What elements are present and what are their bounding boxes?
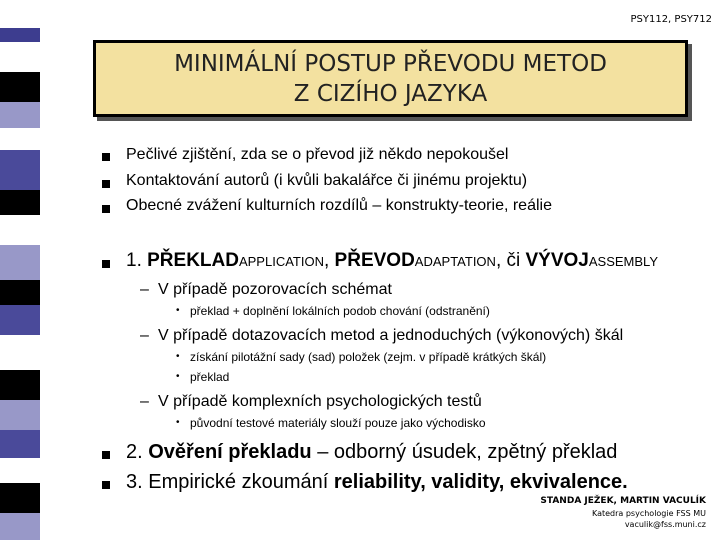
dot-marker: • [176,305,180,316]
step-3-prefix: 3. Empirické zkoumání [126,471,334,493]
step-2 [126,441,617,464]
footer-author: STANDA JEŽEK, MARTIN VACULÍK [540,496,706,506]
title-box [93,40,688,117]
sub-item-3-detail-1: původní testové materiály slouží pouze jako východisko [190,416,486,430]
step-1-word-1: PŘEKLAD [147,250,239,271]
dash-marker: – [140,393,149,410]
step-2-bold: Ověření překladu [148,441,312,463]
dash-marker: – [140,281,149,298]
step-1-word-2: PŘEVOD [334,250,415,271]
step-2-prefix: 2. [126,441,149,463]
footer-department: Katedra psychologie FSS MU [591,509,706,518]
bullet-square-icon [102,481,110,489]
step-3-bold: reliability, validity, ekvivalence. [333,471,628,493]
sub-item-2-detail-1: získání pilotážní sady (sad) položek (zejm. v případě krátkých škál) [190,350,547,364]
footer-email: vaculik@fss.muni.cz [624,520,706,529]
dot-marker: • [176,351,180,362]
sub-item-2-detail-2: překlad [190,370,230,384]
sub-item-2-label: V případě dotazovacích metod a jednoduchých (výkonových) škál [158,327,624,344]
dot-marker: • [176,417,180,428]
sub-item-1-label: V případě pozorovacích schémat [158,281,392,298]
step-2-rest: – odborný úsudek, zpětný překlad [311,441,618,463]
step-3 [126,471,628,494]
title-line-2: Z CIZÍHO JAZYKA [293,80,488,107]
step-1-separator-2: , či [495,250,526,271]
bullet-square-icon [102,451,110,459]
dash-marker: – [140,327,149,344]
title-line-1: MINIMÁLNÍ POSTUP PŘEVODU METOD [174,50,607,77]
step-1-prefix: 1. [126,250,148,271]
bullet-1: Pečlivé zjištění, zda se o převod již někdo nepokoušel [126,146,509,163]
bullet-square-icon [102,260,110,268]
bullet-3: Obecné zvážení kulturních rozdílů – konstrukty-teorie, reálie [126,197,552,214]
bullet-square-icon [102,153,110,161]
dot-marker: • [176,371,180,382]
decorative-stripe [0,0,40,540]
bullet-2: Kontaktování autorů (i kvůli bakalářce či jinému projektu) [126,172,528,189]
step-1-subscript-2: ADAPTATION [414,254,496,269]
bullet-square-icon [102,180,110,188]
sub-item-3-label: V případě komplexních psychologických testů [158,393,482,410]
step-1 [126,250,658,272]
step-1-word-3: VÝVOJ [525,250,589,271]
sub-item-1-detail-1: překlad + doplnění lokálních podob chování (odstranění) [190,304,490,318]
course-code: PSY112, PSY712 [630,14,712,25]
step-1-subscript-3: ASSEMBLY [588,254,658,269]
bullet-square-icon [102,205,110,213]
step-1-subscript-1: APPLICATION [238,254,324,269]
step-1-separator-1: , [323,250,335,271]
